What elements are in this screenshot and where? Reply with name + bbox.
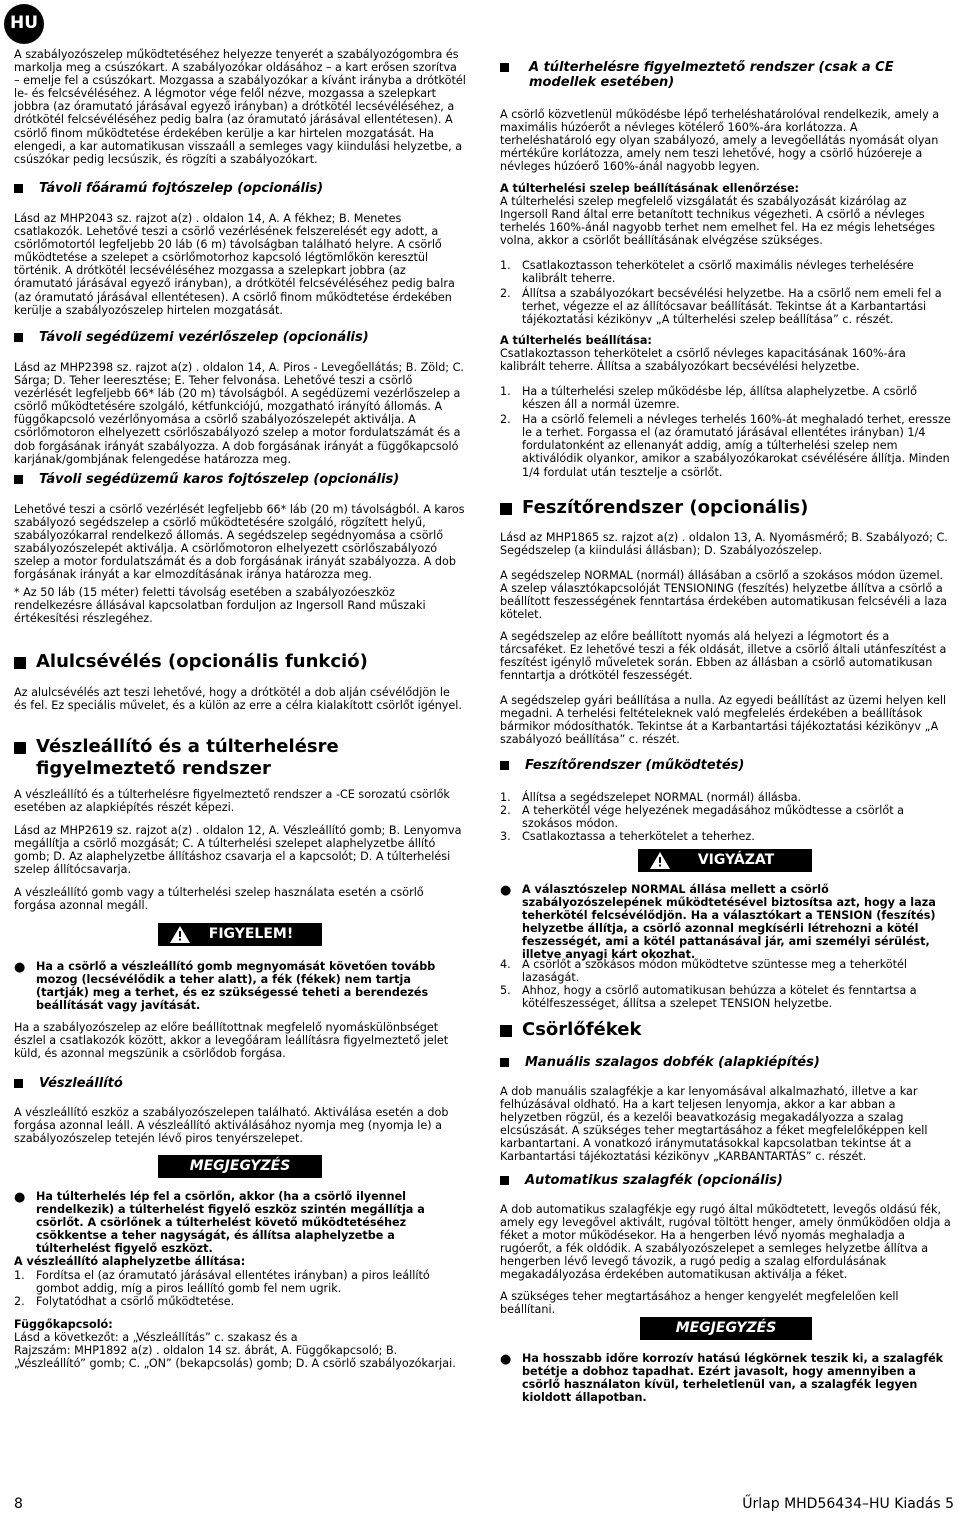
list-item	[500, 791, 952, 804]
item-number: 5.	[500, 984, 511, 998]
form-label: Űrlap MHD56434–HU Kiadás 5	[742, 1496, 954, 1512]
item-number: 1.	[14, 1269, 25, 1282]
tension-list-2	[500, 958, 952, 1010]
check-heading: A túlterhelési szelep beállításának ellenőrzése:	[500, 182, 800, 195]
item-number: 3.	[500, 830, 511, 844]
square-bullet-icon	[500, 503, 512, 515]
item-number: 2.	[14, 1295, 25, 1309]
heading-text: Feszítőrendszer (működtetés)	[525, 758, 745, 773]
item-text: Fordítsa el (az óramutató járásával ellentétes irányban) a piros leállító gombot addig, míg a piros leállító gomb fel nem ugrik.	[36, 1269, 430, 1296]
bullet-dot-icon: ●	[14, 1190, 26, 1205]
heading-emergency-stop	[14, 736, 466, 779]
note-bullet	[14, 1190, 466, 1255]
estop-paragraph-1: A vészleállító és a túlterhelésre figyelmeztető rendszer a -CE sorozatú csörlők esetében az alapkiépítés részét képezi.	[14, 788, 450, 815]
list-item	[14, 1295, 466, 1308]
list-item	[500, 958, 952, 984]
heading-text: Távoli segédüzemi vezérlőszelep (opcionális)	[39, 330, 369, 345]
language-badge: HU	[4, 4, 44, 44]
pendant-paragraph-2: Rajzszám: MHP1892 a(z) . oldalon 14 sz. ábrát, A. Függőkapcsoló; B. „Vészleállító” gomb; C. „ON” (bekapcsolás) gomb; D. A csörlő szabályozókarjai.	[14, 1344, 456, 1371]
estop-sub-paragraph: A vészleállító eszköz a szabályozószelepen található. Aktiválása esetén a dob forgása azonnal leáll. A vészleállító aktiválásához nyomja meg (nyomja le) a szabályozószelep tetején lévő piros tenyérszelepet.	[14, 1106, 449, 1146]
item-text: Ahhoz, hogy a csörlő automatikusan behúzza a kötelet és fenntartsa a kötélfeszességet, állítsa a szelepet TENSION helyzetbe.	[522, 984, 917, 1011]
item-text: A csörlőt a szokásos módon működtetve szüntesse meg a teherkötél lazaságát.	[522, 958, 907, 985]
setting-heading: A túlterhelés beállítása:	[500, 334, 652, 347]
square-bullet-icon	[14, 333, 23, 342]
caution-banner	[638, 849, 812, 872]
item-number: 1.	[500, 791, 511, 804]
square-bullet-icon	[14, 742, 26, 754]
note-50ft-paragraph: * Az 50 láb (15 méter) feletti távolság esetében a szabályozóeszköz rendelkezésre állásával kapcsolatban forduljon az Ingersoll Rand műszaki értékesítési részlegéhez.	[14, 586, 426, 626]
note-label: MEGJEGYZÉS	[189, 1158, 291, 1175]
heading-text: Vészleállító és a túlterhelésre figyelmeztető rendszer	[36, 736, 339, 779]
warning-triangle-icon	[170, 926, 190, 943]
tension-paragraph-1: Lásd az MHP1865 sz. rajzot a(z) . oldalon 13, A. Nyomásmérő; B. Szabályozó; C. Segédszelep (a kiindulási állásban); D. Szabályozószelep.	[500, 531, 948, 558]
reset-heading: A vészleállító alaphelyzetbe állítása:	[14, 1255, 246, 1268]
heading-estop-sub	[14, 1076, 466, 1091]
reset-list	[14, 1269, 466, 1308]
square-bullet-icon	[500, 1176, 509, 1185]
overload-paragraph-1: A csörlő közvetlenül működésbe lépő terheléshatárolóval rendelkezik, amely a maximális húzóerőt a névleges kötélerő 160%-ára korlátozza. A terheléshatároló egy olyan szabályozó, amely a levegőellátás nyomását olyan mértékűre korlátozza, amely nem teszi lehetővé, hogy a csörlő húzóereje a névleges húzóerő 160%-ánál nagyobb legyen.	[500, 108, 940, 174]
heading-manual-brake	[500, 1055, 952, 1070]
underwind-paragraph: Az alulcsévélés azt teszi lehetővé, hogy a drótkötél a dob alján csévélődjön le és fel. Ez speciális művelet, és a külön az erre a célra kialakított csörlőt igényel.	[14, 686, 462, 713]
note-banner-right	[640, 1317, 812, 1340]
setting-list	[500, 385, 952, 479]
heading-text: A túlterhelésre figyelmeztető rendszer (csak a CE modellek esetében)	[529, 60, 894, 91]
note-bullet-right	[500, 1352, 952, 1404]
item-number: 4.	[500, 958, 511, 971]
warning-triangle-icon	[650, 852, 670, 869]
item-text: A teherkötél vége helyezének megadásához működtesse a csörlőt a szokásos módon.	[522, 804, 905, 831]
warning-bullet	[14, 960, 466, 1012]
list-item	[500, 804, 952, 830]
auto-brake-paragraph-2: A szükséges teher megtartásához a henger kengyelét megfelelően kell beállítani.	[500, 1290, 899, 1317]
setting-paragraph: Csatlakoztasson teherkötelet a csörlő névleges kapacitásának 160%-ára kalibrált teherre. Állítsa a szabályozókart becsévélési helyzetbe.	[500, 347, 906, 374]
estop-paragraph-3: A vészleállító gomb vagy a túlterhelési szelep használata esetén a csörlő forgása azonnal megáll.	[14, 886, 424, 913]
caution-text: A választószelep NORMAL állása mellett a csörlő szabályozószelepének működtetésével biztosítsa azt, hogy a laza teherkötél felcsévélődjön. Ha a választókart a TENSION (feszítés) helyzetbe állítja, a csörlő azonnal megkísérli létrehozni a kötél feszességét, ami a kötél pattanásával jár, ami személyi sérülést, illetve anyagi kárt okozhat.	[522, 883, 936, 962]
heading-winch-brakes	[500, 1019, 952, 1041]
square-bullet-icon	[14, 184, 23, 193]
heading-remote-pilot-throttle	[14, 472, 466, 487]
intro-paragraph: A szabályozószelep működtetéséhez helyezze tenyerét a szabályozógombra és markolja meg a csúszókart. A szabályozókar oldásához – a kart erősen szorítva – emelje fel a csúszókart. Mozgassa a szabályozókar a kívánt irányba a drótkötél le- és felcsévéléséhez. A légmotor vége felől nézve, mozgassa a szelepkart jobbra (az óramutató járásával egyező irányban) a drótkötél lecsévéléséhez, a drótkötél felcsévéléséhez pedig balra (az óramutató járásával ellentétesen). A csörlő finom működtetése érdekében kerülje a kar hirtelen mozgatását. Ha elengedi, a kar automatikusan visszaáll a semleges vagy kiindulási helyzetbe, a csúszókar pedig lecsúszik, és rögzíti a szabályozókart.	[14, 48, 466, 166]
item-text: Csatlakoztassa a teherkötelet a teherhez.	[522, 830, 755, 844]
caution-bullet	[500, 883, 952, 962]
heading-auto-brake	[500, 1173, 952, 1188]
list-item	[500, 259, 952, 285]
pendant-heading: Függőkapcsoló:	[14, 1318, 113, 1331]
square-bullet-icon	[500, 1025, 512, 1037]
remote-pneumatic-paragraph: Lásd az MHP2043 sz. rajzot a(z) . oldalon 14, A. A fékhez; B. Menetes csatlakozók. Lehetővé teszi a csörlő vezérlésének felszerelését egy adott, a csörlőmotortól legfeljebb 20 láb (6 m) távolságban található helyre. A csörlő működtetése a szelepet a csörlőmotorhoz kapcsoló légtömlőkön keresztül történik. A drótkötél lecsévéléséhez mozgassa a szelepkart jobbra (az óramutató járásával egyező irányban), a drótkötél felcsévéléséhez pedig balra (az óramutató járásával ellentétesen). A csörlő finom működtetése érdekében kerülje a szabályozószelep hirtelen mozgatását.	[14, 212, 455, 317]
item-text: Folytatódhat a csörlő működtetése.	[36, 1295, 235, 1309]
estop-paragraph-4: Ha a szabályozószelep az előre beállítottnak megfelelő nyomáskülönbséget észlel a csatlakozók között, akkor a levegőáram leállításra figyelmeztető jelet küld, és azonnal megszünik a csörlődob forgása.	[14, 1021, 449, 1061]
pendant-paragraph-1: Lásd a következőt: a „Vészleállítás” c. szakasz és a	[14, 1331, 298, 1344]
heading-text: Manuális szalagos dobfék (alapkiépítés)	[525, 1055, 820, 1070]
square-bullet-icon	[14, 1079, 23, 1088]
heading-overload-system	[500, 60, 952, 90]
item-text: Ha a csörlő felemeli a névleges terhelés 160%-át meghaladó terhet, eressze le a terhet. Forgassa el (az óramutató járásával ellentétes irányban) 1/4 fordulatonként az ellenanyát addig, amíg a túlterhelési szelep nem aktiválódik olyankor, amikor a szabályozókarokat csévélésére állítja. Minden 1/4 fordulat után tesztelje a csörlőt.	[522, 413, 951, 479]
heading-text: Távoli főáramú fojtószelep (opcionális)	[39, 181, 324, 196]
heading-tension-operation	[500, 758, 952, 773]
bullet-dot-icon: ●	[14, 960, 26, 975]
note-banner	[158, 1155, 322, 1178]
list-item	[500, 830, 952, 843]
note-text: Ha hosszabb időre korrozív hatású légkörnek teszik ki, a szalagfék betétje a dobhoz tapadhat. Ezért javasolt, hogy amennyiben a csörlő használaton kívül, terheletlenül van, a szalagfék legyen kioldott állapotban.	[522, 1352, 944, 1405]
heading-text: Távoli segédüzemű karos fojtószelep (opcionális)	[39, 472, 400, 487]
bullet-dot-icon: ●	[500, 883, 512, 898]
caution-label: VIGYÁZAT	[697, 852, 775, 869]
item-text: Állítsa a szabályozókart becsévélési helyzetbe. Ha a csörlő nem emeli fel a terhet, végezze el az állítócsavar beállítását. Tekintse át a Karbantartási tájékoztatási kézikönyv „A túlterhelési szelep beállítása” c. részét.	[522, 287, 942, 327]
square-bullet-icon	[14, 475, 23, 484]
square-bullet-icon	[500, 63, 509, 72]
heading-remote-pneumatic-throttle	[14, 181, 466, 196]
heading-tension-system	[500, 497, 952, 519]
check-paragraph: A túlterhelési szelep megfelelő vizsgálatát és szabályozását kizárólag az Ingersoll Rand által erre betanított technikus végezheti. A csörlő a névleges terhelés 160%-ánál nagyobb terhet nem emelhet fel. Ha ez mégis lehetséges volna, akkor a csörlőt beállításának elvégzése szükséges.	[500, 195, 935, 248]
heading-text: Alulcsévélés (opcionális funkció)	[36, 651, 368, 672]
note-text: Ha túlterhelés lép fel a csörlőn, akkor (ha a csörlő ilyennel rendelkezik) a túlterhelést figyelő eszköz szintén megállítja a csörlőt. A csörlőnek a túlterhelést követő működtetéséhez csökkentse a teher nagyságát, és állítsa alaphelyzetbe a túlterhelést figyelő eszközt.	[36, 1190, 425, 1256]
warning-text: Ha a csörlő a vészleállító gomb megnyomását követően tovább mozog (lecsévélődik a teher alatt), a fék (fékek) nem tartja (tartják) meg a terhet, és ez szükségessé teheti a berendezés beállítását vagy javítását.	[36, 960, 436, 1013]
list-item	[14, 1269, 466, 1295]
heading-remote-pilot-valve	[14, 330, 466, 345]
heading-text: Automatikus szalagfék (opcionális)	[525, 1173, 783, 1188]
tension-list	[500, 791, 952, 843]
square-bullet-icon	[14, 657, 26, 669]
heading-text: Vészleállító	[39, 1076, 123, 1091]
item-number: 2.	[500, 413, 511, 427]
list-item	[500, 413, 952, 478]
item-text: Csatlakoztasson teherkötelet a csörlő maximális névleges terhelésére kalibrált teherre.	[522, 259, 914, 286]
item-number: 2.	[500, 804, 511, 818]
auto-brake-paragraph-1: A dob automatikus szalagfékje egy rugó által működtetett, levegős oldású fék, amely egy levegővel aktivált, rugóval töltött henger, amely önműködően oldja a féket a motor működésekor. Ha a hengerben lévő nyomás meghaladja a rugóerőt, a fék oldódik. A szabályozószelepet a semleges helyzetbe állítva a hengerben lévő levegő távozik, a rugó pedig a szalag elfordulásának megakadályozása érdekében automatikusan aktiválja a féket.	[500, 1203, 951, 1282]
list-item	[500, 984, 952, 1010]
item-text: Ha a túlterhelési szelep működésbe lép, állítsa alaphelyzetbe. A csörlő készen áll a normál üzemre.	[522, 385, 917, 412]
tension-paragraph-2: A segédszelep NORMAL (normál) állásában a csörlő a szokásos módon üzemel. A szelep választókapcsolóját TENSIONING (feszítés) helyzetbe állítva a csörlő a beállított feszességének fenntartása érdekében automatikusan felcsévéli a laza kötelet.	[500, 569, 948, 622]
tension-paragraph-4: A segédszelep gyári beállítása a nulla. Az egyedi beállítást az üzemi helyen kell megadni. A terhelési feltételeknek való megfelelés érdekében a beállítások bármikor módosíthatók. Tekintse át a Karbantartási tájékoztatási kézikönyv „A szabályozó beállítása” c. részét.	[500, 694, 947, 747]
bullet-dot-icon: ●	[500, 1352, 512, 1367]
item-number: 1.	[500, 385, 511, 398]
list-item	[500, 385, 952, 411]
remote-pilot-paragraph: Lásd az MHP2398 sz. rajzot a(z) . oldalon 14, A. Piros - Levegőellátás; B. Zöld; C. Sárga; D. Teher leeresztése; E. Teher felvonása. Lehetővé teszi a csörlő vezérlését legfeljebb 66* láb (20 m) távolságból. A segédüzemi vezérlőszelep a csörlő működtetésére szolgáló, kétfunkciójú, mozgatható irányító állomás. A függőkapcsoló vezérlőnyomása a csörlő szabályozószelepét aktiválja. A csörlőmotoron elhelyezett csörlőszabályozó szelep a motor fordulatszámát és a dob forgásának irányát szabályozza. A dob forgásának irányát a függőkapcsoló karjának/gombjának felengedése határozza meg.	[14, 361, 464, 466]
heading-text: Csörlőfékek	[522, 1019, 642, 1040]
remote-pilot-throttle-paragraph: Lehetővé teszi a csörlő vezérlését legfeljebb 66* láb (20 m) távolságból. A karos szabályozó segédszelep a csörlő működtetésére szolgáló, rögzített helyű, szabályozókarral rendelkező állomás. A segédszelep segédnyomása a csörlő szabályozószelepét aktiválja. A csörlőmotoron elhelyezett csörlőszabályozó szelep a motor fordulatszámát és a dob forgásának irányát szabályozza. A dob forgásának irányát a kar elmozdításának iránya határozza meg.	[14, 503, 465, 582]
item-number: 1.	[500, 259, 511, 272]
warning-label: FIGYELEM!	[208, 926, 294, 943]
heading-text: Feszítőrendszer (opcionális)	[522, 497, 809, 518]
heading-underwind	[14, 651, 466, 673]
square-bullet-icon	[500, 1058, 509, 1067]
list-item	[500, 287, 952, 326]
item-text: Állítsa a segédszelepet NORMAL (normál) állásba.	[522, 791, 802, 804]
item-number: 2.	[500, 287, 511, 301]
warning-banner	[158, 923, 322, 946]
manual-brake-paragraph: A dob manuális szalagfékje a kar lenyomásával alkalmazható, illetve a kar felhúzásával oldható. Ha a kart teljesen lenyomja, akkor a kar abban a helyzetben rögzül, és a kezelői beavatkozásig megakadályozza a szalag elcsúszását. A szükséges teher megtartásához a féket megfelelőképpen kell karbantartani. A vonatkozó iránymutatásokkal kapcsolatban tekintse át a Karbantartási tájékoztatási kézikönyv „KARBANTARTÁS” c. részét.	[500, 1085, 928, 1164]
estop-paragraph-2: Lásd az MHP2619 sz. rajzot a(z) . oldalon 12, A. Vészleállító gomb; B. Lenyomva megállítja a csörlő mozgását; C. A túlterhelési szelepet alaphelyzetbe állító gomb; D. Az alaphelyzetbe állításhoz csavarja el a kapcsolót; D. A túlterhelési szelep állítócsavarja.	[14, 824, 462, 877]
note-label: MEGJEGYZÉS	[675, 1320, 777, 1337]
tension-paragraph-3: A segédszelep az előre beállított nyomás alá helyezi a légmotort és a tárcsaféket. Ez lehetővé teszi a fék oldását, illetve a csörlő általi utánfeszítést a feszítést igénylő műveletek során. Ebben az állásban a csörlő automatikusan fenntartja a drótkötél feszességét.	[500, 630, 947, 683]
page-number: 8	[14, 1496, 23, 1512]
square-bullet-icon	[500, 761, 509, 770]
check-list	[500, 259, 952, 326]
